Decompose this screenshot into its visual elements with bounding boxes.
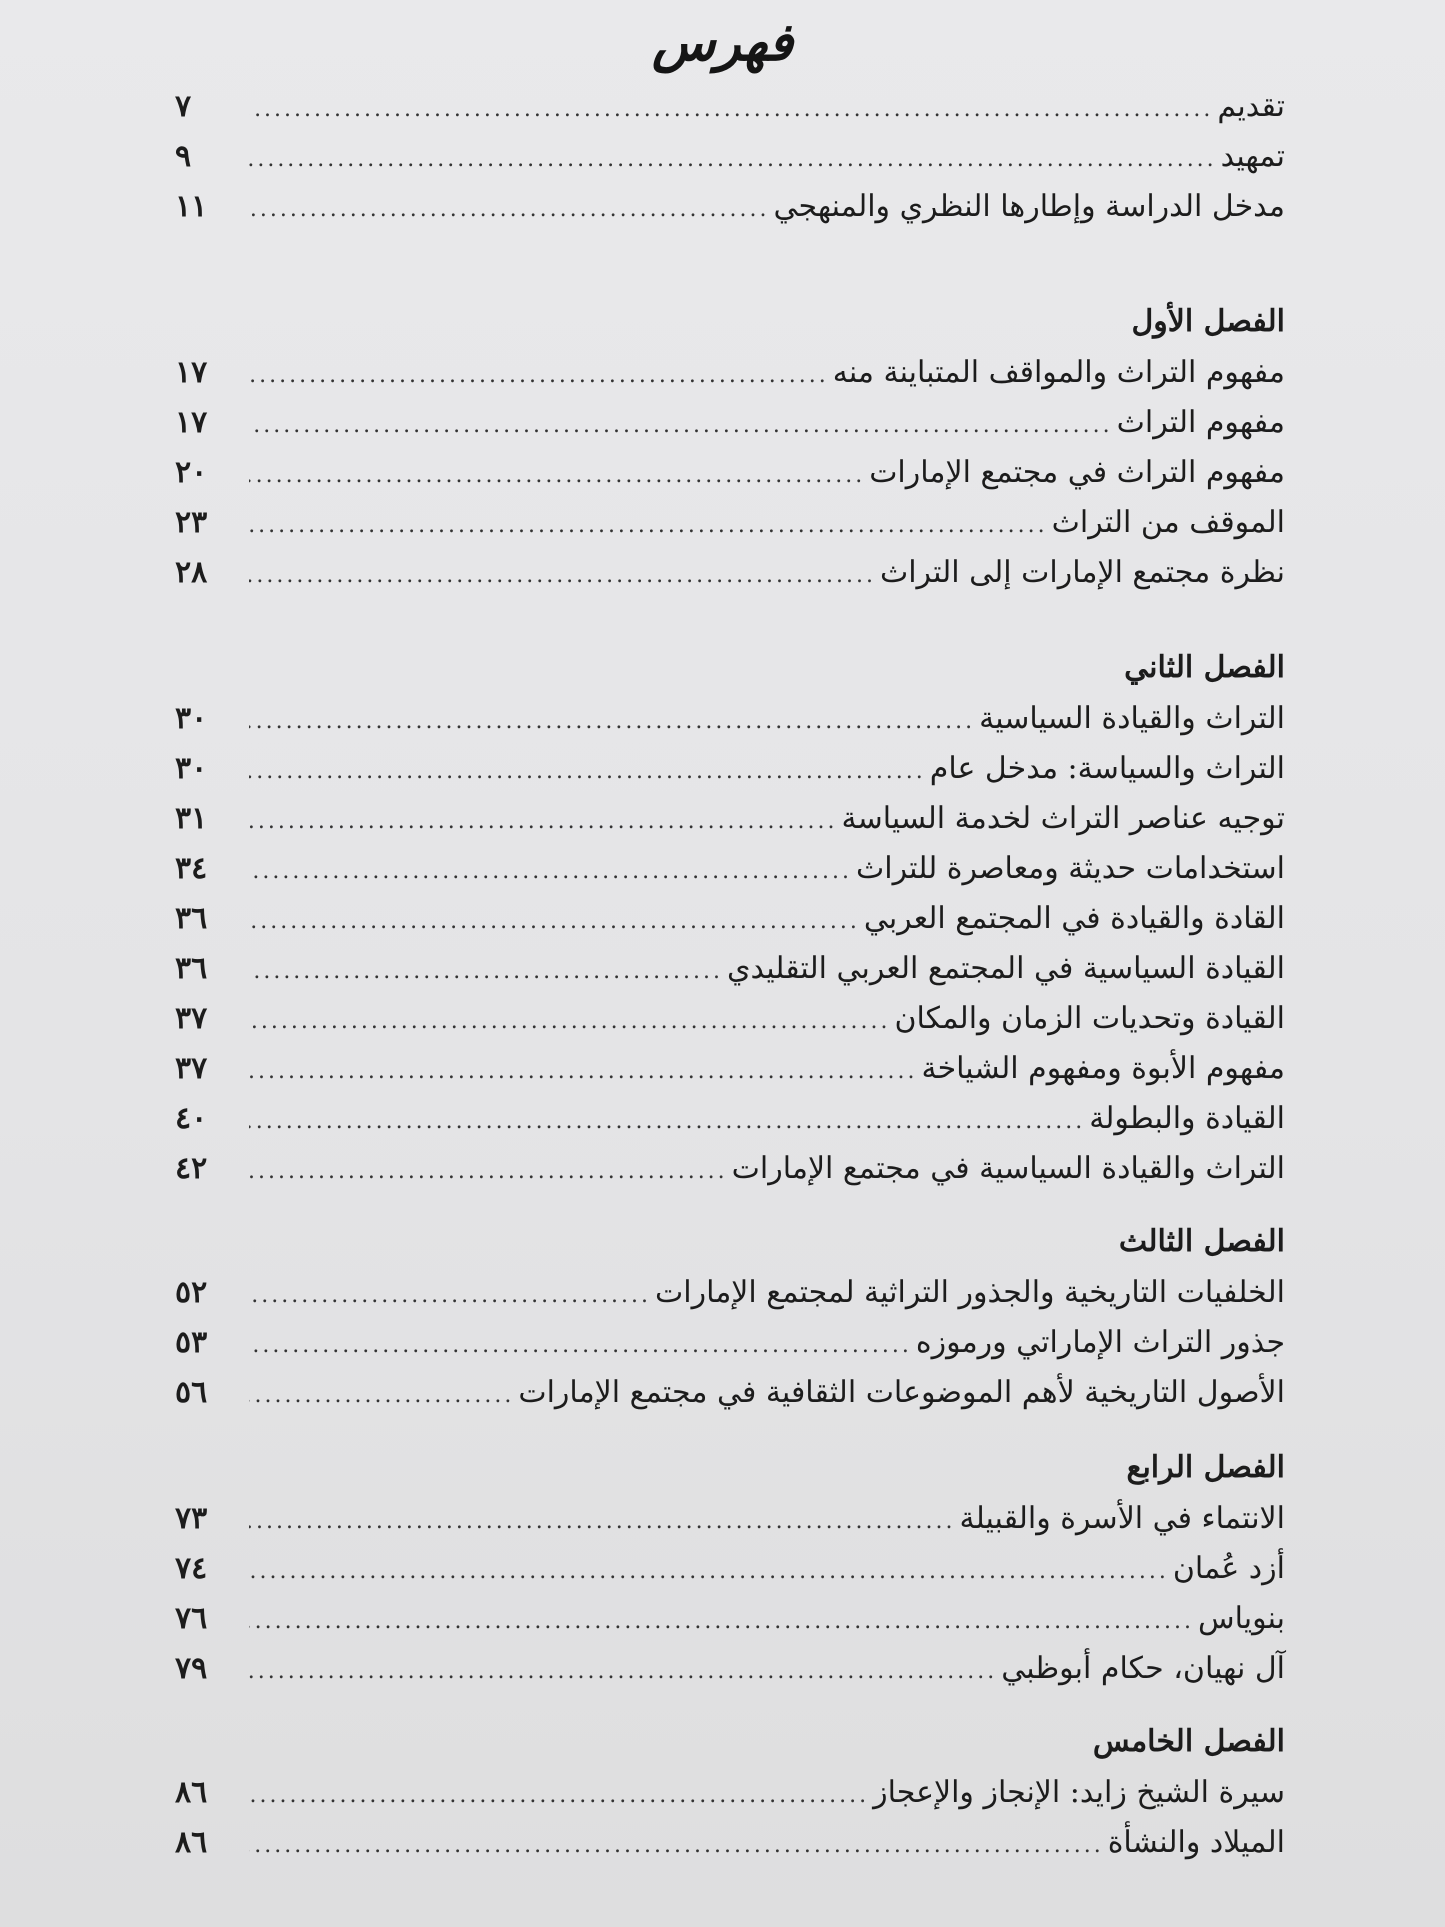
toc-entry[interactable]	[175, 944, 1285, 994]
page-number: ١٧	[175, 355, 208, 390]
leader-dots	[249, 185, 769, 235]
entry-label: الميلاد والنشأة	[1107, 1825, 1285, 1860]
chapter-5-section	[175, 1722, 1285, 1868]
leader-dots	[249, 747, 926, 797]
page-number: ٩	[175, 139, 192, 174]
leader-dots	[249, 1497, 955, 1547]
page-number: ٢٠	[175, 455, 208, 490]
entry-label: الخلفيات التاريخية والجذور التراثية لمجتمع الإمارات	[655, 1275, 1285, 1310]
toc-entry[interactable]	[175, 398, 1285, 448]
page-number: ١٧	[175, 405, 208, 440]
toc-entry[interactable]	[175, 744, 1285, 794]
leader-dots	[249, 501, 1048, 551]
page-number: ٧٣	[175, 1501, 208, 1536]
leader-dots	[249, 1271, 651, 1321]
chapter-3-section	[175, 1222, 1285, 1418]
page-number: ٧٤	[175, 1551, 208, 1586]
toc-entry[interactable]	[175, 1544, 1285, 1594]
chapter-heading: الفصل الخامس	[1092, 1724, 1285, 1759]
chapter-1-section	[175, 302, 1285, 598]
leader-dots	[249, 797, 837, 847]
entry-label: بنوياس	[1197, 1601, 1285, 1636]
page-number: ٣٠	[175, 701, 208, 736]
entry-label: القيادة والبطولة	[1089, 1101, 1285, 1136]
page-number: ٣٤	[175, 851, 208, 886]
leader-dots	[249, 1771, 869, 1821]
entry-label: مفهوم التراث	[1116, 405, 1285, 440]
leader-dots	[249, 997, 890, 1047]
toc-entry[interactable]	[175, 1494, 1285, 1544]
entry-label: مفهوم الأبوة ومفهوم الشياخة	[921, 1051, 1285, 1086]
toc-entry[interactable]	[175, 1818, 1285, 1868]
page-number: ٢٣	[175, 505, 208, 540]
entry-label: القادة والقيادة في المجتمع العربي	[863, 901, 1285, 936]
chapter-heading: الفصل الأول	[1131, 304, 1285, 339]
page-number: ١١	[175, 189, 208, 224]
page-number: ٣٧	[175, 1001, 208, 1036]
leader-dots	[249, 1597, 1194, 1647]
leader-dots	[249, 1047, 918, 1097]
entry-label: الأصول التاريخية لأهم الموضوعات الثقافية في مجتمع الإمارات	[518, 1375, 1285, 1410]
entry-label: مفهوم التراث والمواقف المتباينة منه	[832, 355, 1285, 390]
leader-dots	[249, 947, 723, 997]
entry-label: الانتماء في الأسرة والقبيلة	[959, 1501, 1285, 1536]
intro-section	[175, 82, 1285, 232]
toc-entry[interactable]	[175, 994, 1285, 1044]
page-number: ٢٨	[175, 555, 208, 590]
page-number: ٣٦	[175, 901, 208, 936]
entry-label: القيادة وتحديات الزمان والمكان	[894, 1001, 1285, 1036]
toc-entry[interactable]	[175, 844, 1285, 894]
leader-dots	[249, 847, 852, 897]
leader-dots	[249, 1821, 1104, 1871]
toc-entry[interactable]	[175, 1318, 1285, 1368]
toc-entry[interactable]	[175, 1268, 1285, 1318]
entry-label: تقديم	[1217, 89, 1285, 124]
leader-dots	[249, 135, 1217, 185]
entry-label: أزد عُمان	[1172, 1551, 1285, 1586]
toc-entry[interactable]	[175, 1768, 1285, 1818]
toc-entry[interactable]	[175, 694, 1285, 744]
entry-label: التراث والسياسة: مدخل عام	[929, 751, 1285, 786]
entry-label: توجيه عناصر التراث لخدمة السياسة	[841, 801, 1285, 836]
chapter-heading: الفصل الثالث	[1118, 1224, 1285, 1259]
entry-label: جذور التراث الإماراتي ورموزه	[915, 1325, 1285, 1360]
page-number: ٤٢	[175, 1151, 208, 1186]
page-number: ٥٣	[175, 1325, 208, 1360]
toc-entry[interactable]	[175, 1644, 1285, 1694]
page-number: ٨٦	[175, 1775, 208, 1810]
page-number: ٧٦	[175, 1601, 208, 1636]
page-number: ٧	[175, 89, 192, 124]
chapter-heading: الفصل الثاني	[1124, 650, 1285, 685]
leader-dots	[249, 1321, 912, 1371]
page-title: فهرس	[652, 12, 793, 73]
entry-label: القيادة السياسية في المجتمع العربي التقليدي	[727, 951, 1285, 986]
toc-entry[interactable]	[175, 448, 1285, 498]
chapter-4-section	[175, 1448, 1285, 1694]
leader-dots	[249, 1097, 1085, 1147]
entry-label: سيرة الشيخ زايد: الإنجاز والإعجاز	[873, 1775, 1285, 1810]
leader-dots	[249, 1647, 997, 1697]
page-number: ٣١	[175, 801, 208, 836]
entry-label: الموقف من التراث	[1051, 505, 1285, 540]
toc-entry[interactable]	[175, 548, 1285, 598]
chapter-heading: الفصل الرابع	[1126, 1450, 1285, 1485]
entry-label: مفهوم التراث في مجتمع الإمارات	[869, 455, 1285, 490]
page-number: ٣٦	[175, 951, 208, 986]
leader-dots	[249, 551, 876, 601]
toc-entry[interactable]	[175, 182, 1285, 232]
leader-dots	[249, 897, 860, 947]
leader-dots	[249, 697, 975, 747]
toc-entry[interactable]	[175, 82, 1285, 132]
page-number: ٥٢	[175, 1275, 208, 1310]
entry-label: التراث والقيادة السياسية	[979, 701, 1285, 736]
chapter-2-section	[175, 648, 1285, 1194]
page-number: ٤٠	[175, 1101, 208, 1136]
toc-entry[interactable]	[175, 348, 1285, 398]
leader-dots	[249, 1147, 728, 1197]
entry-label: نظرة مجتمع الإمارات إلى التراث	[879, 555, 1285, 590]
leader-dots	[249, 451, 865, 501]
entry-label: آل نهيان، حكام أبوظبي	[1001, 1651, 1285, 1686]
page-number: ٥٦	[175, 1375, 208, 1410]
toc-entry[interactable]	[175, 1594, 1285, 1644]
page-number: ٨٦	[175, 1825, 208, 1860]
entry-label: التراث والقيادة السياسية في مجتمع الإمارات	[731, 1151, 1285, 1186]
page-number: ٧٩	[175, 1651, 208, 1686]
toc-entry[interactable]	[175, 1094, 1285, 1144]
leader-dots	[249, 1547, 1169, 1597]
leader-dots	[249, 85, 1213, 135]
toc-entry[interactable]	[175, 1368, 1285, 1418]
entry-label: مدخل الدراسة وإطارها النظري والمنهجي	[773, 189, 1285, 224]
page-number: ٣٠	[175, 751, 208, 786]
entry-label: تمهيد	[1220, 139, 1285, 174]
toc-entry[interactable]	[175, 498, 1285, 548]
leader-dots	[249, 1371, 514, 1421]
toc-entry[interactable]	[175, 132, 1285, 182]
leader-dots	[249, 351, 829, 401]
leader-dots	[249, 401, 1113, 451]
toc-entry[interactable]	[175, 1144, 1285, 1194]
toc-entry[interactable]	[175, 894, 1285, 944]
toc-entry[interactable]	[175, 794, 1285, 844]
entry-label: استخدامات حديثة ومعاصرة للتراث	[856, 851, 1285, 886]
toc-entry[interactable]	[175, 1044, 1285, 1094]
page-number: ٣٧	[175, 1051, 208, 1086]
